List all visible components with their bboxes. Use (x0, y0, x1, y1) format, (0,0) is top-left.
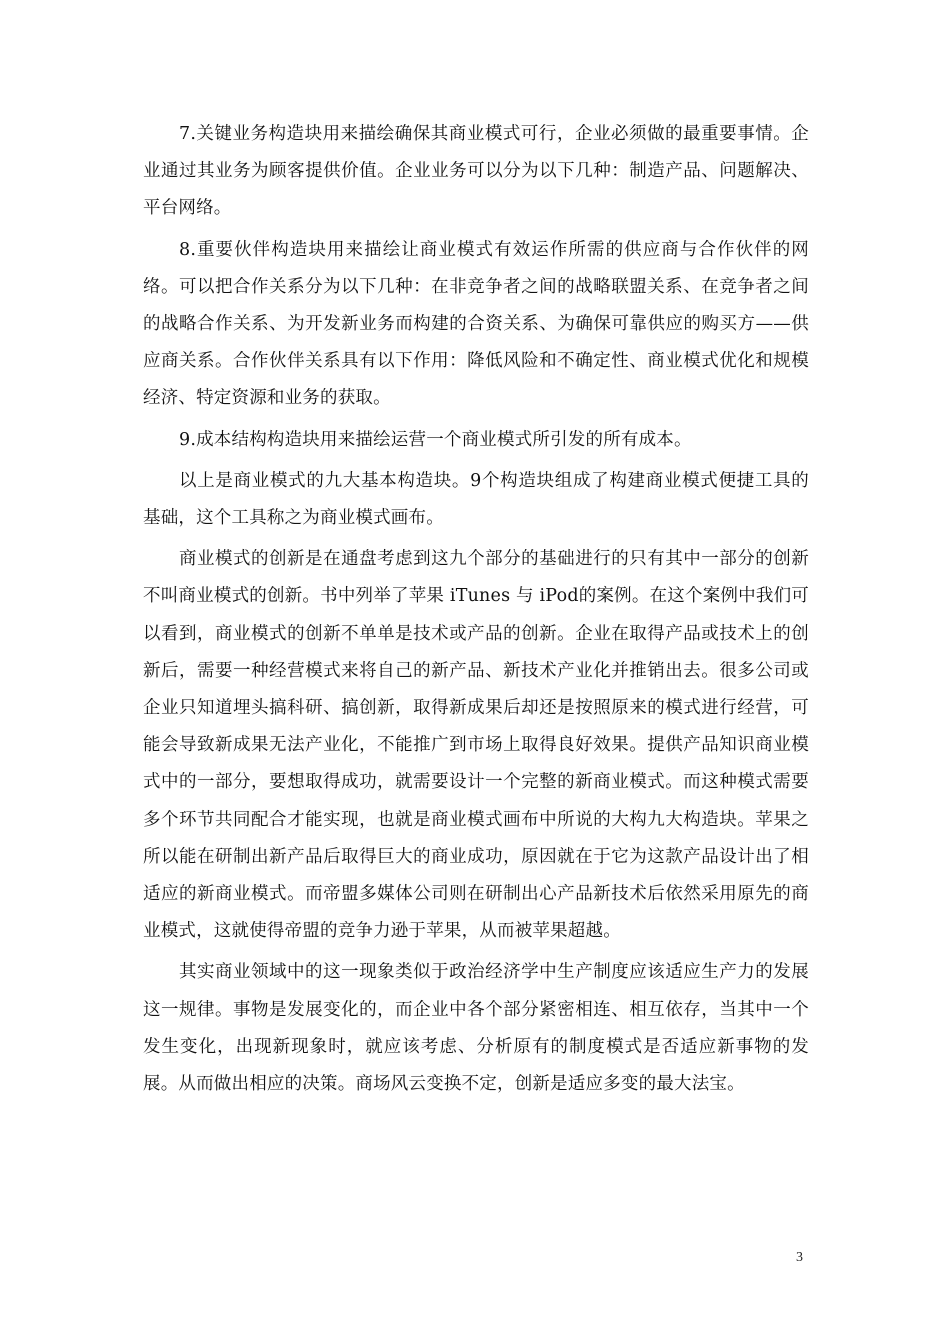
page-number: 3 (796, 1250, 803, 1265)
paragraph-cost-structure: 9.成本结构构造块用来描绘运营一个商业模式所引发的所有成本。 (179, 429, 692, 450)
body-text (143, 116, 809, 1107)
paragraph-nine-blocks-summary: 以上是商业模式的九大基本构造块。9个构造块组成了构建商业模式便捷工具的基础，这个工具称之为商业模式画布。 (143, 470, 809, 529)
paragraph-conclusion: 其实商业领域中的这一现象类似于政治经济学中生产制度应该适应生产力的发展这一规律。事物是发展变化的，而企业中各个部分紧密相连、相互依存，当其中一个发生变化，出现新现象时，就应该考虑、分析原有的制度模式是否适应新事物的发展。从而做出相应的决策。商场风云变换不定，创新是适应多变的最大法宝。 (143, 962, 809, 1095)
paragraph-innovation-case: 商业模式的创新是在通盘考虑到这九个部分的基础进行的只有其中一部分的创新不叫商业模式的创新。书中列举了苹果 iTunes 与 iPod的案例。在这个案例中我们可以看到，商业模式的创新不单单是技术或产品的创新。企业在取得产品或技术上的创新后，需要一种经营模式来将自己的新产品、新技术产业化并推销出去。很多公司或企业只知道埋头搞科研、搞创新，取得新成果后却还是按照原来的模式进行经营，可能会导致新成果无法产业化，不能推广到市场上取得良好效果。提供产品知识商业模式中的一部分，要想取得成功，就需要设计一个完整的新商业模式。而这种模式需要多个环节共同配合才能实现，也就是商业模式画布中所说的大构九大构造块。苹果之所以能在研制出新产品后取得巨大的商业成功，原因就在于它为这款产品设计出了相适应的新商业模式。而帝盟多媒体公司则在研制出心产品新技术后依然采用原先的商业模式，这就使得帝盟的竞争力逊于苹果，从而被苹果超越。 (143, 549, 809, 942)
paragraph-key-activities: 7.关键业务构造块用来描绘确保其商业模式可行，企业必须做的最重要事情。企业通过其业务为顾客提供价值。企业业务可以分为以下几种：制造产品、问题解决、平台网络。 (143, 124, 809, 219)
paragraph-key-partners: 8.重要伙伴构造块用来描绘让商业模式有效运作所需的供应商与合作伙伴的网络。可以把合作关系分为以下几种：在非竞争者之间的战略联盟关系、在竞争者之间的战略合作关系、为开发新业务而构建的合资关系、为确保可靠供应的购买方——供应商关系。合作伙伴关系具有以下作用：降低风险和不确定性、商业模式优化和规模经济、特定资源和业务的获取。 (143, 239, 809, 409)
